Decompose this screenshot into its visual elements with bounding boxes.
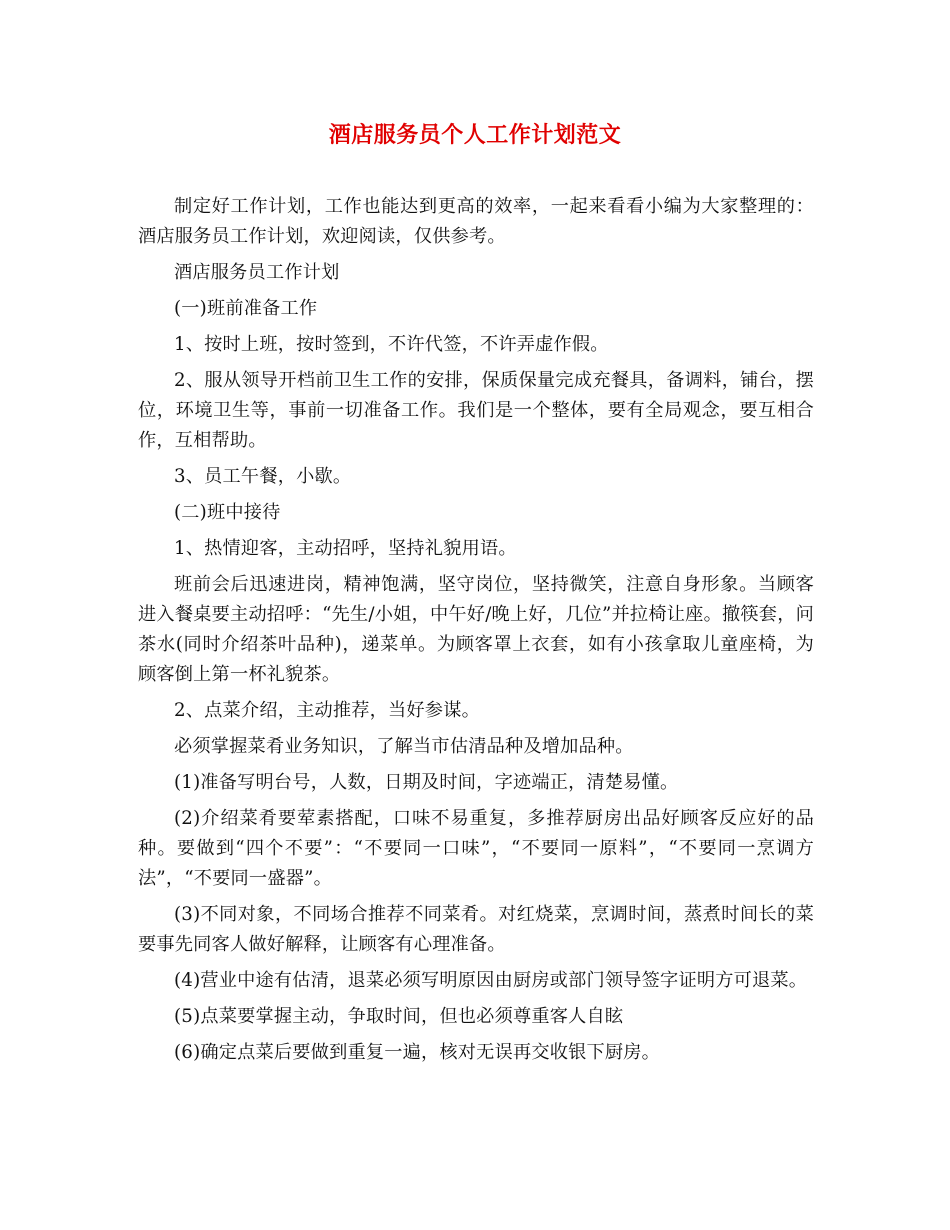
document-body: [138, 192, 814, 1074]
list-item: (1)准备写明台号，人数，日期及时间，字迹端正，清楚易懂。: [174, 772, 679, 793]
list-item: 3、员工午餐，小歇。: [174, 466, 352, 487]
body-paragraph: 必须掌握菜肴业务知识，了解当市估清品种及增加品种。: [174, 736, 634, 757]
intro-paragraph: 制定好工作计划，工作也能达到更高的效率，一起来看看小编为大家整理的：酒店服务员工作计划，欢迎阅读，仅供参考。: [138, 196, 814, 247]
list-item: (5)点菜要掌握主动，争取时间，但也必须尊重客人自眩: [174, 1006, 624, 1027]
subsection-heading: (二)班中接待: [174, 502, 281, 523]
list-item: 1、热情迎客，主动招呼，坚持礼貌用语。: [174, 538, 517, 559]
section-heading: 酒店服务员工作计划: [174, 262, 340, 283]
subsection-heading: (一)班前准备工作: [174, 298, 318, 319]
body-paragraph: 班前会后迅速进岗，精神饱满，坚守岗位，坚持微笑，注意自身形象。当顾客进入餐桌要主动招呼：“先生/小姐，中午好/晚上好，几位”并拉椅让座。撤筷套，问茶水(同时介绍茶叶品种)，递菜单。为顾客罩上衣套，如有小孩拿取儿童座椅，为顾客倒上第一杯礼貌茶。: [138, 574, 814, 685]
list-item: 1、按时上班，按时签到，不许代签，不许弄虚作假。: [174, 334, 609, 355]
list-item: 2、服从领导开档前卫生工作的安排，保质保量完成充餐具，备调料，铺台，摆位，环境卫生等，事前一切准备工作。我们是一个整体，要有全局观念，要互相合作，互相帮助。: [138, 370, 814, 451]
list-item: (6)确定点菜后要做到重复一遍，核对无误再交收银下厨房。: [174, 1042, 661, 1063]
list-item: (3)不同对象，不同场合推荐不同菜肴。对红烧菜，烹调时间，蒸煮时间长的菜要事先同客人做好解释，让顾客有心理准备。: [138, 904, 814, 955]
page-title: 酒店服务员个人工作计划范文: [328, 122, 622, 148]
list-item: 2、点菜介绍，主动推荐，当好参谋。: [174, 700, 480, 721]
list-item: (4)营业中途有估清，退菜必须写明原因由厨房或部门领导签字证明方可退菜。: [174, 970, 808, 991]
list-item: (2)介绍菜肴要荤素搭配，口味不易重复，多推荐厨房出品好顾客反应好的品种。要做到“四个不要”：“不要同一口味”，“不要同一原料”，“不要同一烹调方法”，“不要同一盛器”。: [138, 808, 814, 889]
